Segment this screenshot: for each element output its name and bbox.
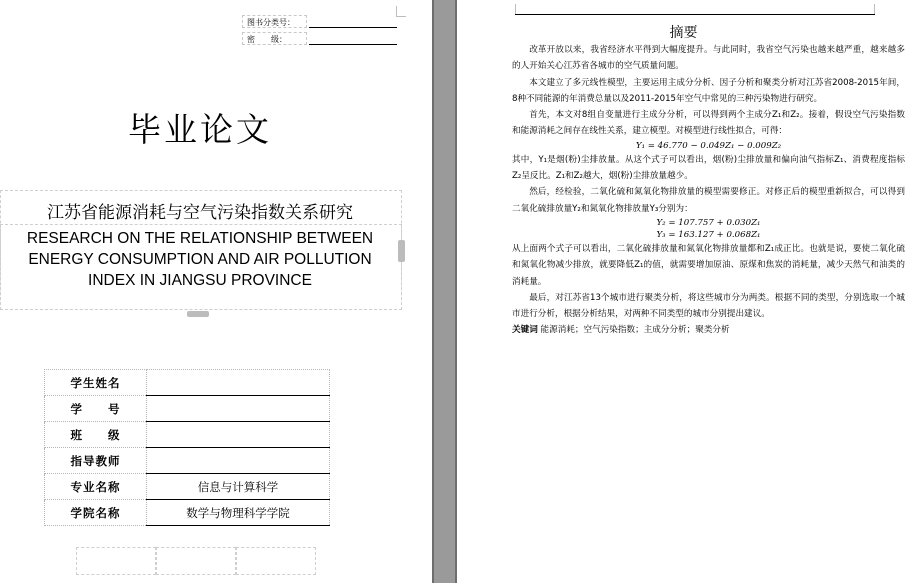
abstract-title: 摘要 (669, 25, 698, 41)
meta-value-field[interactable] (309, 32, 397, 45)
meta-value-field[interactable] (309, 15, 397, 28)
keywords-line (512, 322, 905, 338)
abstract-body (512, 42, 905, 339)
gutter-edge (432, 0, 434, 583)
info-value-field[interactable] (147, 396, 330, 422)
frame-resize-handle[interactable] (187, 311, 209, 317)
info-label: 指导教师 (45, 448, 147, 474)
info-value-field[interactable] (147, 370, 330, 396)
table-row (45, 448, 330, 474)
abstract-page (457, 0, 910, 583)
info-value-field[interactable]: 信息与计算科学 (147, 474, 330, 500)
info-label: 专业名称 (45, 474, 147, 500)
meta-row-secret-level (242, 31, 397, 45)
footer-box (236, 547, 316, 575)
meta-row-classification (242, 14, 397, 28)
keywords-text: 能源消耗；空气污染指数；主成分分析；聚类分析 (540, 325, 730, 336)
footer-box (76, 547, 156, 575)
cover-page (0, 0, 432, 583)
frame-resize-handle[interactable] (398, 240, 405, 262)
table-row (45, 370, 330, 396)
keywords-label: 关键词 (512, 325, 538, 336)
thesis-title: 毕业论文 (128, 110, 272, 149)
abstract-paragraph: 从上面两个式子可以看出，二氧化硫排放量和氮氧化物排放量都和Z₁成正比。也就是说，要使二氧化硫和氮氧化物减少排放，就要降低Z₁的值，就需要增加原油、原煤和焦炭的消耗量，减少天然气和油类的消耗量。 (512, 243, 905, 287)
table-row (45, 422, 330, 448)
equation: Y₂ = 107.757 + 0.030Z₁ (656, 217, 761, 228)
equation: Y₃ = 163.127 + 0.068Z₁ (656, 229, 761, 240)
footer-box (156, 547, 236, 575)
info-label: 学生姓名 (45, 370, 147, 396)
crop-mark (515, 4, 516, 14)
abstract-paragraph: 最后，对江苏省13个城市进行聚类分析，将这些城市分为两类。根据不同的类型，分别选取一个城市进行分析，根据分析结果，对两种不同类型的城市分别提出建议。 (512, 292, 905, 320)
crop-mark (396, 16, 406, 17)
abstract-paragraph: 其中，Y₁是烟(粉)尘排放量。从这个式子可以看出，烟(粉)尘排放量和偏向油气指标Z₁、消费程度指标Z₂呈反比。Z₁和Z₂越大，烟(粉)尘排放量越少。 (512, 154, 905, 182)
info-label: 学 号 (45, 396, 147, 422)
page-gutter (432, 0, 457, 583)
info-label: 学院名称 (45, 500, 147, 526)
student-info-table (44, 369, 330, 526)
header-rule (515, 14, 875, 15)
info-value-field[interactable]: 数学与物理科学学院 (147, 500, 330, 526)
chinese-subtitle: 江苏省能源消耗与空气污染指数关系研究 (47, 203, 353, 223)
table-row (45, 474, 330, 500)
abstract-paragraph: 然后，经检验，二氧化硫和氮氧化物排放量的模型需要修正。对修正后的模型重新拟合，可以得到二氧化硫排放量Y₂和氮氧化物排放量Y₃分别为： (512, 187, 905, 214)
footer-boxes (76, 547, 316, 575)
table-row (45, 500, 330, 526)
equation: Y₁ = 46.770 − 0.049Z₁ − 0.009Z₂ (635, 140, 782, 151)
crop-mark (874, 4, 875, 14)
abstract-paragraph: 本文建立了多元线性模型，主要运用主成分分析、因子分析和聚类分析对江苏省2008-2015年间，8种不同能源的年消费总量以及2011-2015年空气中常见的三种污染物进行研究。 (512, 77, 905, 104)
table-row (45, 396, 330, 422)
meta-label: 图书分类号： (242, 15, 307, 28)
info-value-field[interactable] (147, 422, 330, 448)
meta-label: 密 级： (242, 32, 307, 45)
abstract-paragraph: 首先，本文对8组自变量进行主成分分析，可以得到两个主成分Z₁和Z₂。接着，假设空气污染指数和能源消耗之间存在线性关系，建立模型。对模型进行线性拟合，可得： (512, 110, 905, 137)
classification-meta (242, 14, 397, 45)
abstract-paragraph: 改革开放以来，我省经济水平得到大幅度提升。与此同时，我省空气污染也越来越严重，越来越多的人开始关心江苏省各城市的空气质量问题。 (512, 45, 905, 72)
info-label: 班 级 (45, 422, 147, 448)
english-title: RESEARCH ON THE RELATIONSHIP BETWEEN ENERGY CONSUMPTION AND AIR POLLUTION INDEX IN JIANGSU PROVINCE (26, 230, 374, 289)
info-value-field[interactable] (147, 448, 330, 474)
